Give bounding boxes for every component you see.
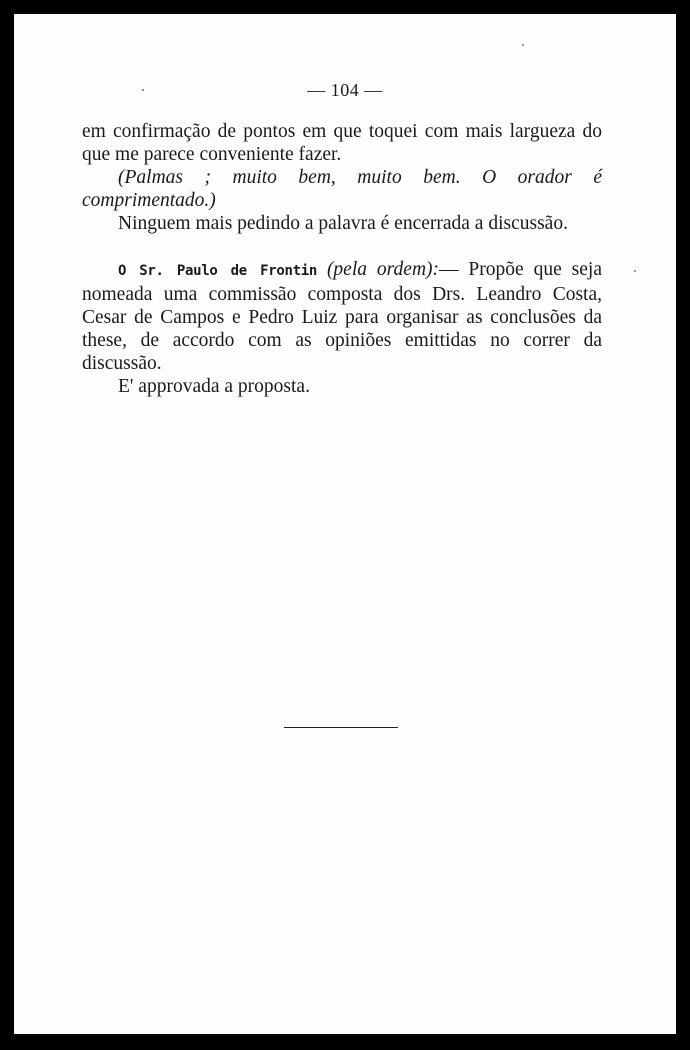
body-text — [82, 120, 602, 398]
paper-speck — [142, 89, 144, 91]
paragraph-discussion-closed: Ninguem mais pedindo a palavra é encerrada a discussão. — [118, 213, 568, 234]
speech-text: — Propõe que seja nomeada uma commissão composta dos Drs. Leandro Costa, Cesar de Campos e Pedro Luiz para organisar as conclusões da these, de accordo com as opiniões emittidas no correr da discussão. — [82, 259, 602, 374]
speaker-name: O Sr. Paulo de Frontin — [118, 263, 318, 279]
paragraph-approval: E' approvada a proposta. — [118, 376, 310, 397]
page-number: — 104 — — [307, 80, 383, 100]
paper-speck — [634, 270, 636, 272]
paper-speck — [522, 44, 524, 46]
paragraph-speech — [82, 258, 602, 375]
document-page — [14, 14, 676, 1034]
paragraph-applause-note: (Palmas ; muito bem, muito bem. O orador é comprimentado.) — [82, 167, 602, 211]
speech-note: (pela ordem): — [326, 259, 440, 280]
section-divider — [284, 727, 398, 728]
paragraph-continuation: em confirmação de pontos em que toquei com mais largueza do que me parece conveniente fazer. — [82, 121, 602, 165]
